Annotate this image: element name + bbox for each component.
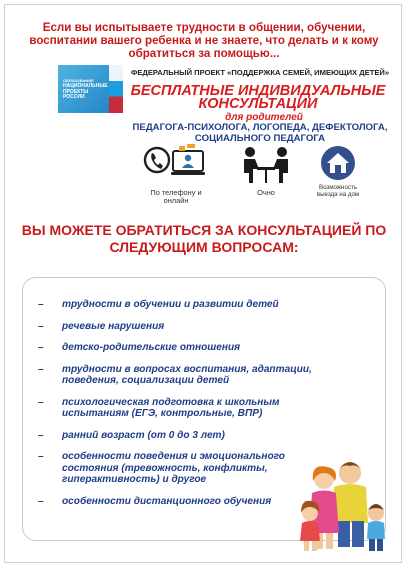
topic-text: ранний возраст (от 0 до 3 лет) (62, 429, 225, 441)
bullet-dash: – (38, 299, 44, 310)
bullet-dash: – (38, 396, 44, 408)
project-title: ФЕДЕРАЛЬНЫЙ ПРОЕКТ «ПОДДЕРЖКА СЕМЕЙ, ИМЕЮЩИХ ДЕТЕЙ» (130, 68, 390, 77)
bullet-dash: – (38, 451, 44, 462)
national-projects-logo (58, 65, 123, 113)
topic-text: психологическая подготовка к школьным испытаниям (ЕГЭ, контрольные, ВПР) (62, 396, 280, 419)
bullet-dash: – (38, 363, 44, 375)
topic-text: детско-родительские отношения (62, 342, 241, 353)
format-caption-phone: По телефону и онлайн (150, 188, 202, 206)
bullet-dash: – (38, 320, 44, 332)
topic-text: особенности дистанционного обучения (62, 495, 272, 507)
list-item (36, 342, 316, 354)
list-item (36, 451, 316, 486)
topic-text: трудности в обучении и развитии детей (62, 299, 279, 310)
bullet-dash: – (38, 342, 44, 353)
list-item (36, 299, 316, 311)
format-caption-in-person: Очно (257, 188, 275, 197)
for-parents-label: для родителей (225, 112, 303, 123)
topic-text: речевые нарушения (62, 320, 165, 332)
logo-line-2: НАЦИОНАЛЬНЫЕ ПРОЕКТЫ РОССИИ (63, 83, 108, 100)
topic-text: особенности поведения и эмоционального состояния (тревожность, конфликты, гиперактивность) и другое (62, 451, 285, 485)
list-item (36, 496, 316, 508)
specialists-list: ПЕДАГОГА-ПСИХОЛОГА, ЛОГОПЕДА, ДЕФЕКТОЛОГА, СОЦИАЛЬНОГО ПЕДАГОГА (132, 122, 388, 144)
bullet-dash: – (38, 429, 44, 441)
format-caption-home-visit: Возможность выезда на дом (316, 184, 360, 199)
topics-list (36, 299, 316, 507)
list-item (36, 397, 316, 420)
in-person-meeting-icon (240, 145, 292, 185)
bullet-dash: – (38, 495, 44, 507)
free-consultations-title: БЕСПЛАТНЫЕ ИНДИВИДУАЛЬНЫЕ КОНСУЛЬТАЦИИ (130, 83, 386, 112)
topic-text: трудности в вопросах воспитания, адаптации, поведения, социализации детей (62, 363, 312, 386)
topics-heading: ВЫ МОЖЕТЕ ОБРАТИТЬСЯ ЗА КОНСУЛЬТАЦИЕЙ ПО СЛЕДУЮЩИМ ВОПРОСАМ: (21, 222, 387, 255)
logo-line-1: ОБРАЗОВАНИЕ (63, 78, 94, 83)
intro-text: Если вы испытываете трудности в общении, обучении, воспитании вашего ребенка и не знаете, что делать и к кому обратиться за помощью... (29, 21, 379, 60)
home-visit-icon (320, 145, 356, 181)
phone-online-icon (143, 141, 207, 185)
list-item (36, 430, 316, 442)
family-illustration (292, 457, 392, 555)
list-item (36, 321, 316, 333)
list-item (36, 364, 316, 387)
